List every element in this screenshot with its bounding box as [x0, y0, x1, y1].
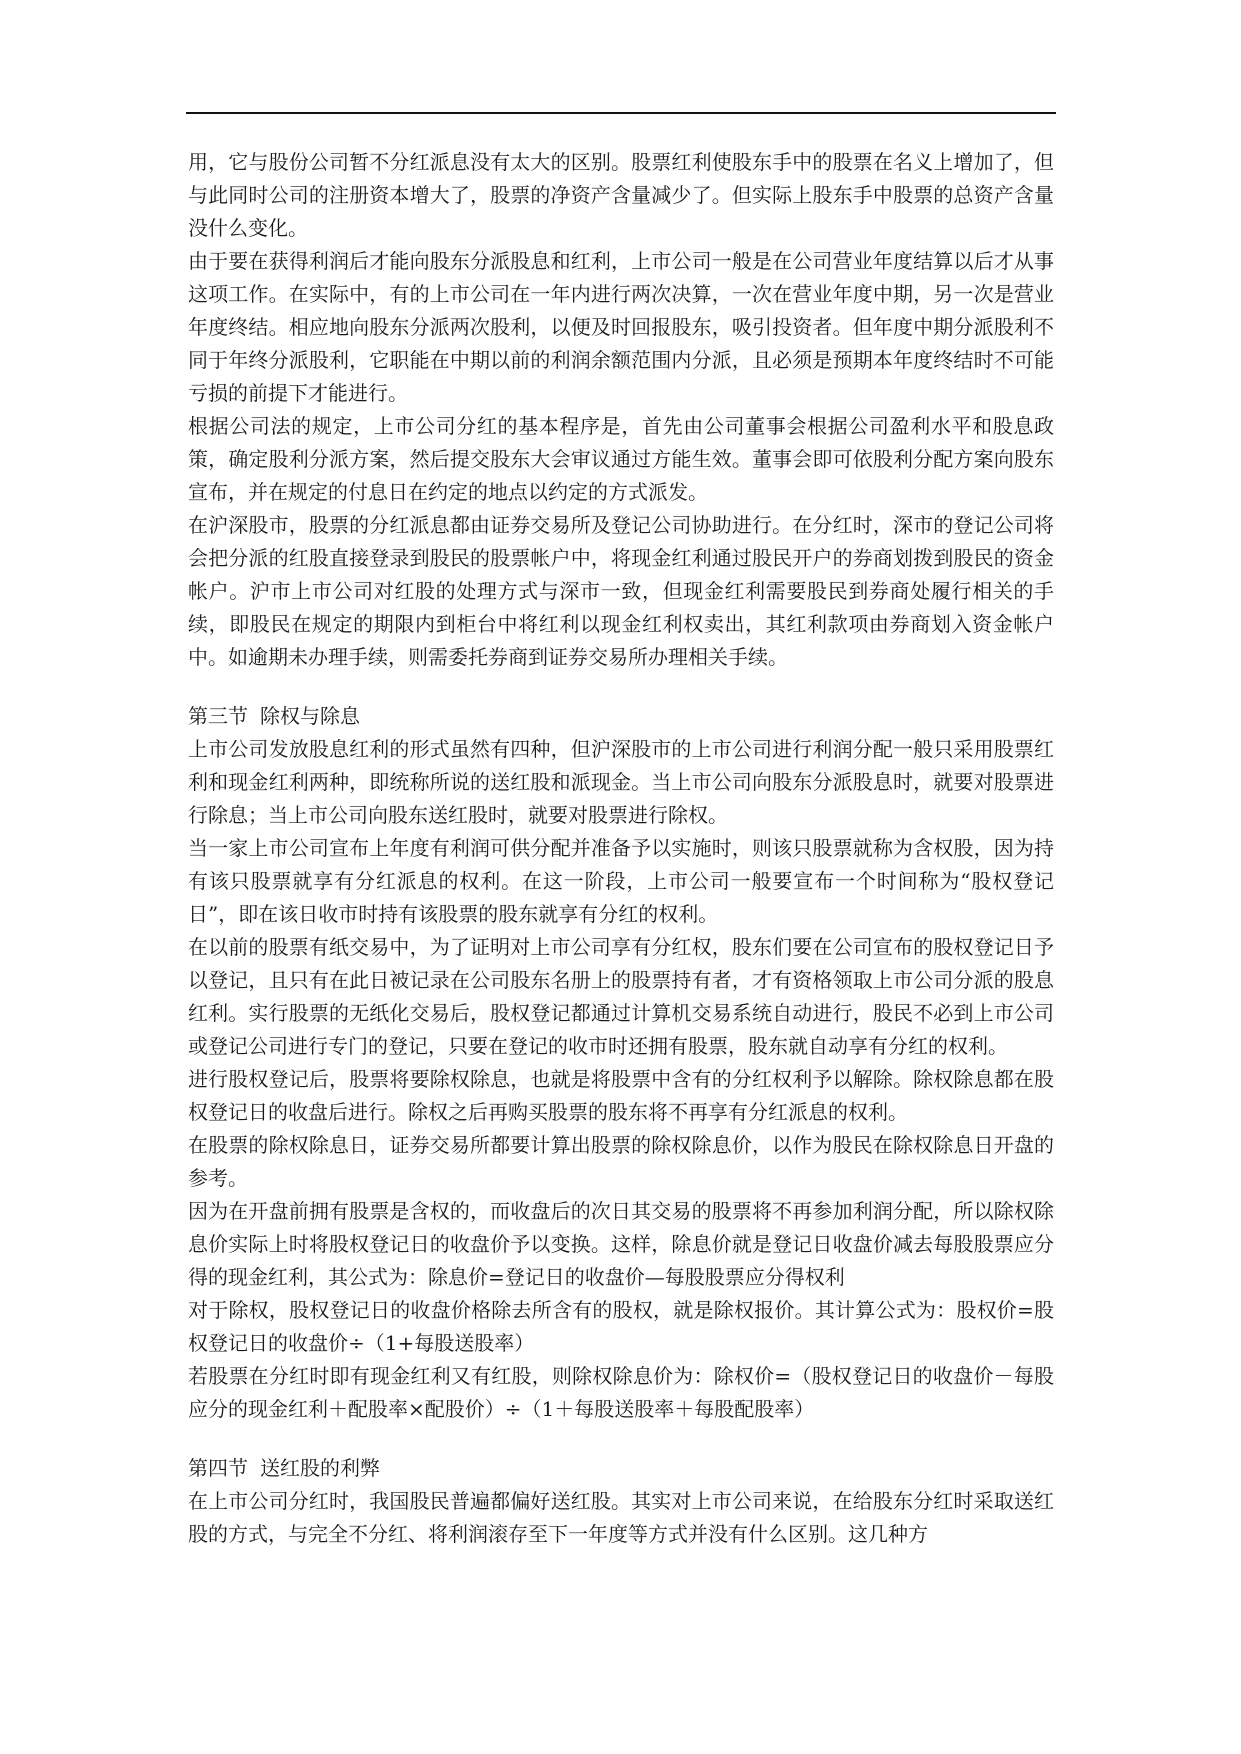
section-heading-4 [188, 1452, 1054, 1485]
paragraph: 在以前的股票有纸交易中，为了证明对上市公司享有分红权，股东们要在公司宣布的股权登记日予以登记，且只有在此日被记录在公司股东名册上的股票持有者，才有资格领取上市公司分派的股息红利。实行股票的无纸化交易后，股权登记都通过计算机交易系统自动进行，股民不必到上市公司或登记公司进行专门的登记，只要在登记的收市时还拥有股票，股东就自动享有分红的权利。 [188, 935, 1054, 1058]
paragraph: 若股票在分红时即有现金红利又有红股，则除权除息价为：除权价=（股权登记日的收盘价－每股应分的现金红利＋配股率×配股价）÷（1＋每股送股率＋每股配股率） [188, 1364, 1054, 1421]
paragraph: 在上市公司分红时，我国股民普遍都偏好送红股。其实对上市公司来说，在给股东分红时采取送红股的方式，与完全不分红、将利润滚存至下一年度等方式并没有什么区别。这几种方 [188, 1489, 1054, 1546]
paragraph: 根据公司法的规定，上市公司分红的基本程序是，首先由公司董事会根据公司盈利水平和股息政策，确定股利分派方案，然后提交股东大会审议通过方能生效。董事会即可依股利分配方案向股东宣布，并在规定的付息日在约定的地点以约定的方式派发。 [188, 414, 1054, 504]
section-number: 第三节 [188, 704, 248, 728]
paragraph: 因为在开盘前拥有股票是含权的，而收盘后的次日其交易的股票将不再参加利润分配，所以除权除息价实际上时将股权登记日的收盘价予以变换。这样，除息价就是登记日收盘价减去每股股票应分得的现金红利，其公式为：除息价=登记日的收盘价—每股股票应分得权利 [188, 1199, 1054, 1289]
paragraph: 由于要在获得利润后才能向股东分派股息和红利，上市公司一般是在公司营业年度结算以后才从事这项工作。在实际中，有的上市公司在一年内进行两次决算，一次在营业年度中期，另一次是营业年度终结。相应地向股东分派两次股利，以便及时回报股东，吸引投资者。但年度中期分派股利不同于年终分派股利，它职能在中期以前的利润余额范围内分派，且必须是预期本年度终结时不可能亏损的前提下才能进行。 [188, 249, 1054, 405]
document-body [188, 146, 1054, 1551]
section-heading-3 [188, 700, 1054, 733]
paragraph: 在沪深股市，股票的分红派息都由证券交易所及登记公司协助进行。在分红时，深市的登记公司将会把分派的红股直接登录到股民的股票帐户中，将现金红利通过股民开户的券商划拨到股民的资金帐户。沪市上市公司对红股的处理方式与深市一致，但现金红利需要股民到券商处履行相关的手续，即股民在规定的期限内到柜台中将红利以现金红利权卖出，其红利款项由券商划入资金帐户中。如逾期未办理手续，则需委托券商到证券交易所办理相关手续。 [188, 513, 1054, 669]
paragraph: 进行股权登记后，股票将要除权除息，也就是将股票中含有的分红权利予以解除。除权除息都在股权登记日的收盘后进行。除权之后再购买股票的股东将不再享有分红派息的权利。 [188, 1067, 1054, 1124]
paragraph: 在股票的除权除息日，证券交易所都要计算出股票的除权除息价，以作为股民在除权除息日开盘的参考。 [188, 1133, 1054, 1190]
paragraph: 用，它与股份公司暂不分红派息没有太大的区别。股票红利使股东手中的股票在名义上增加了，但与此同时公司的注册资本增大了，股票的净资产含量减少了。但实际上股东手中股票的总资产含量没什么变化。 [188, 150, 1054, 240]
section-title-text: 除权与除息 [260, 704, 360, 728]
paragraph: 上市公司发放股息红利的形式虽然有四种，但沪深股市的上市公司进行利润分配一般只采用股票红利和现金红利两种，即统称所说的送红股和派现金。当上市公司向股东分派股息时，就要对股票进行除息；当上市公司向股东送红股时，就要对股票进行除权。 [188, 737, 1054, 827]
header-rule [186, 112, 1056, 114]
section-number: 第四节 [188, 1456, 248, 1480]
section-title-text: 送红股的利弊 [260, 1456, 380, 1480]
paragraph: 对于除权，股权登记日的收盘价格除去所含有的股权，就是除权报价。其计算公式为：股权价=股权登记日的收盘价÷（1+每股送股率） [188, 1298, 1054, 1355]
paragraph: 当一家上市公司宣布上年度有利润可供分配并准备予以实施时，则该只股票就称为含权股，因为持有该只股票就享有分红派息的权利。在这一阶段，上市公司一般要宣布一个时间称为“股权登记日”，即在该日收市时持有该股票的股东就享有分红的权利。 [188, 836, 1054, 926]
